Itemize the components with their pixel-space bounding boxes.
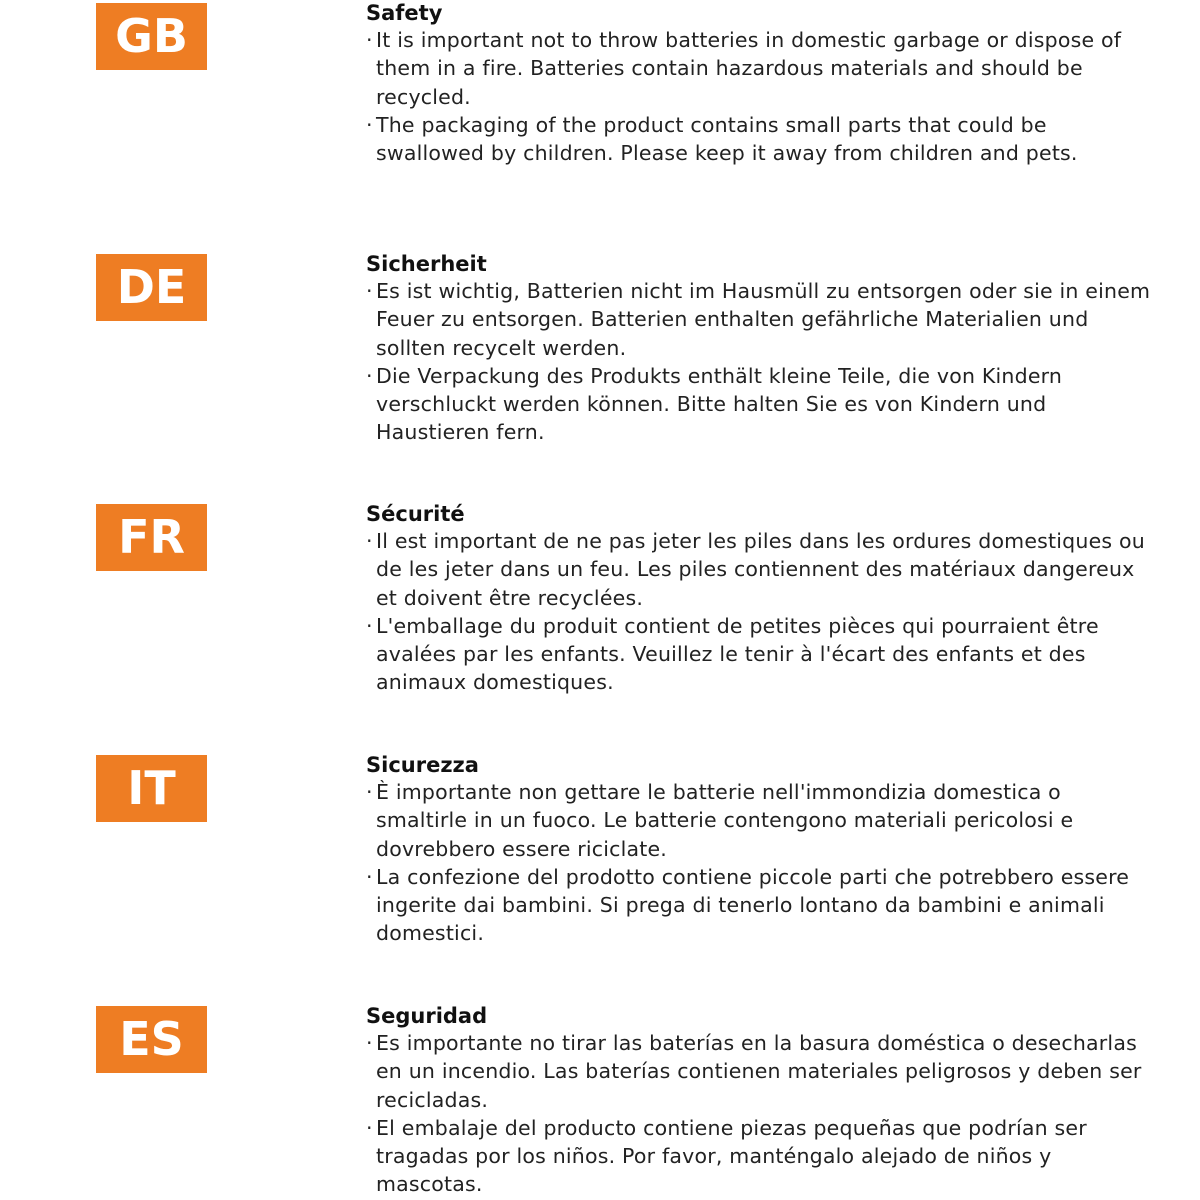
bullet-text: Es importante no tirar las baterías en la basura doméstica o desecharlas en un incendio. Las baterías contienen materiales peligrosos y deben ser recicladas.: [376, 1031, 1142, 1112]
bullet-dot-icon: ·: [366, 864, 373, 889]
section-heading-es: Seguridad: [366, 1004, 488, 1028]
section-heading-it: Sicurezza: [366, 753, 479, 777]
bullet-item: [366, 362, 1156, 447]
bullet-text: È importante non gettare le batterie nell'immondizia domestica o smaltirle in un fuoco. Le batterie contengono materiali pericolosi e dovrebbero essere riciclate.: [376, 780, 1074, 861]
language-badge-de: DE: [96, 254, 207, 321]
bullet-item: [366, 1114, 1156, 1199]
language-badge-es: ES: [96, 1006, 207, 1073]
bullet-item: [366, 111, 1156, 168]
bullet-dot-icon: ·: [366, 279, 373, 303]
bullet-text: La confezione del prodotto contiene piccole parti che potrebbero essere ingerite dai bambini. Si prega di tenerlo lontano da bambini e animali domestici.: [376, 864, 1130, 946]
section-heading-fr: Sécurité: [366, 502, 465, 526]
bullet-item: [366, 527, 1156, 612]
bullet-item: [366, 26, 1156, 111]
section-content-gb: [366, 0, 1156, 167]
section-content-fr: [366, 501, 1156, 697]
bullet-item: [366, 863, 1156, 948]
bullet-item: [366, 612, 1156, 697]
bullet-item: [366, 277, 1156, 362]
language-badge-gb: GB: [96, 3, 207, 70]
bullet-text: The packaging of the product contains small parts that could be swallowed by children. Please keep it away from children and pets.: [376, 112, 1078, 166]
section-content-de: [366, 251, 1156, 447]
bullet-text: Die Verpackung des Produkts enthält kleine Teile, die von Kindern verschluckt werden können. Bitte halten Sie es von Kindern und Haustieren fern.: [376, 363, 1063, 445]
bullet-item: [366, 1029, 1156, 1114]
bullet-dot-icon: ·: [366, 1031, 373, 1055]
language-badge-it: IT: [96, 755, 207, 822]
language-badge-fr: FR: [96, 504, 207, 571]
section-content-es: [366, 1003, 1156, 1199]
bullet-dot-icon: ·: [366, 363, 373, 388]
bullet-dot-icon: ·: [366, 613, 373, 638]
bullet-dot-icon: ·: [366, 780, 373, 804]
bullet-text: L'emballage du produit contient de petites pièces qui pourraient être avalées par les enfants. Veuillez le tenir à l'écart des enfants et des animaux domestiques.: [376, 613, 1099, 695]
bullet-dot-icon: ·: [366, 529, 373, 553]
bullet-item: [366, 778, 1156, 863]
section-heading-de: Sicherheit: [366, 252, 487, 276]
bullet-text: It is important not to throw batteries in domestic garbage or dispose of them in a fire. Batteries contain hazardous materials and should be recycled.: [376, 28, 1122, 109]
section-heading-gb: Safety: [366, 1, 443, 25]
bullet-dot-icon: ·: [366, 1115, 373, 1140]
bullet-text: El embalaje del producto contiene piezas pequeñas que podrían ser tragadas por los niños. Por favor, manténgalo alejado de niños y mascotas.: [376, 1115, 1087, 1197]
bullet-text: Es ist wichtig, Batterien nicht im Hausmüll zu entsorgen oder sie in einem Feuer zu entsorgen. Batterien enthalten gefährliche Materialien und sollten recycelt werden.: [376, 279, 1151, 360]
section-content-it: [366, 752, 1156, 948]
bullet-dot-icon: ·: [366, 28, 373, 52]
bullet-text: Il est important de ne pas jeter les piles dans les ordures domestiques ou de les jeter dans un feu. Les piles contiennent des matériaux dangereux et doivent être recyclées.: [376, 529, 1145, 610]
bullet-dot-icon: ·: [366, 112, 373, 137]
